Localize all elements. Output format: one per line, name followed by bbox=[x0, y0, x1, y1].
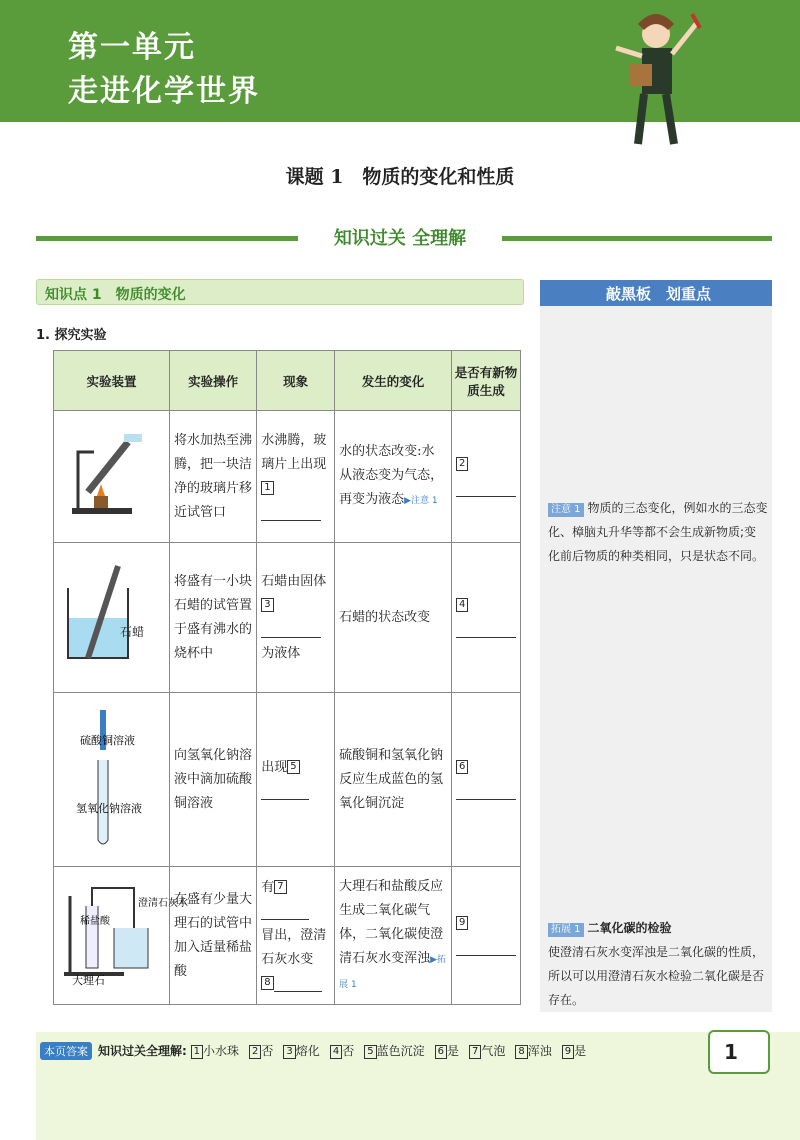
blank-number: 7 bbox=[274, 880, 286, 894]
phenomenon-cell bbox=[257, 867, 335, 1005]
apparatus-cell bbox=[54, 693, 170, 867]
answer-item: 1 小水珠 bbox=[191, 1044, 239, 1058]
phenomenon-cell bbox=[257, 543, 335, 693]
change-cell bbox=[335, 411, 452, 543]
answer-blank[interactable] bbox=[456, 621, 516, 638]
new-substance-cell bbox=[452, 543, 521, 693]
answer-item: 2 否 bbox=[249, 1044, 273, 1058]
paraffin-label: 石蜡 bbox=[120, 625, 145, 639]
operation-cell: 将盛有一小块石蜡的试管置于盛有沸水的烧杯中 bbox=[169, 543, 256, 693]
new-substance-cell bbox=[452, 411, 521, 543]
col-header: 发生的变化 bbox=[335, 351, 452, 411]
answer-blank[interactable] bbox=[274, 975, 322, 992]
col-header: 现象 bbox=[257, 351, 335, 411]
apparatus-cell bbox=[54, 867, 188, 1005]
col-header: 实验操作 bbox=[169, 351, 256, 411]
unit-title: 第一单元 bbox=[68, 30, 196, 65]
note-block bbox=[548, 496, 768, 568]
col-header: 实验装置 bbox=[54, 351, 170, 411]
phenomenon-text: 有 bbox=[261, 879, 275, 895]
blank-number: 2 bbox=[456, 457, 468, 471]
naoh-label: 氢氧化钠溶液 bbox=[76, 802, 142, 815]
extension-block bbox=[548, 916, 768, 1012]
side-panel-header: 敲黑板 划重点 bbox=[540, 280, 772, 306]
answer-blank[interactable] bbox=[261, 621, 321, 638]
girl-illustration bbox=[608, 4, 718, 154]
phenomenon-cell bbox=[257, 411, 335, 543]
marble-label: 大理石 bbox=[72, 974, 105, 987]
answer-item: 9 是 bbox=[562, 1044, 586, 1058]
blank-number: 1 bbox=[261, 481, 273, 495]
lesson-title: 课题 1 物质的变化和性质 bbox=[285, 166, 515, 188]
blank-number: 5 bbox=[287, 760, 299, 774]
divider-left bbox=[36, 236, 298, 241]
change-cell: 石蜡的状态改变 bbox=[335, 543, 452, 693]
answer-blank[interactable] bbox=[261, 783, 309, 800]
answer-item: 3 熔化 bbox=[283, 1044, 319, 1058]
extension-title: 二氧化碳的检验 bbox=[587, 921, 672, 935]
table-header-row bbox=[54, 351, 521, 411]
blank-number: 8 bbox=[261, 976, 273, 990]
answer-blank[interactable] bbox=[456, 480, 516, 497]
answer-blank[interactable] bbox=[456, 939, 516, 956]
beaker-icon bbox=[58, 558, 158, 668]
extension-ref-tag: ▶拓展 1 bbox=[339, 954, 447, 990]
heating-apparatus-icon bbox=[58, 422, 158, 522]
unit-subtitle: 走进化学世界 bbox=[68, 74, 260, 109]
subsection-title: 1. 探究实验 bbox=[36, 328, 107, 343]
side-panel bbox=[540, 300, 772, 1012]
new-substance-cell bbox=[452, 693, 521, 867]
change-cell: 硫酸铜和氢氧化钠反应生成蓝色的氢氧化铜沉淀 bbox=[335, 693, 452, 867]
section-heading: 知识过关 全理解 bbox=[333, 228, 467, 249]
answer-item: 6 是 bbox=[435, 1044, 459, 1058]
dropper-test-tube-icon bbox=[58, 700, 158, 850]
phenomenon-text: 冒出，澄清石灰水变 bbox=[261, 927, 327, 967]
change-text: 大理石和盐酸反应生成二氧化碳气体，二氧化碳使澄清石灰水变浑浊 bbox=[339, 878, 444, 966]
table-row bbox=[54, 543, 521, 693]
note-tag: 注意 1 bbox=[548, 503, 584, 517]
gas-test-apparatus-icon bbox=[58, 876, 188, 987]
new-substance-cell bbox=[452, 867, 521, 1005]
answer-label: 知识过关全理解: bbox=[98, 1044, 187, 1058]
phenomenon-text: 为液体 bbox=[261, 645, 301, 661]
table-row bbox=[54, 693, 521, 867]
operation-cell: 向氢氧化钠溶液中滴加硫酸铜溶液 bbox=[169, 693, 256, 867]
phenomenon-text: 出现 bbox=[261, 759, 288, 775]
experiment-table bbox=[53, 350, 521, 1005]
apparatus-cell bbox=[54, 543, 170, 693]
phenomenon-text: 石蜡由固体 bbox=[261, 573, 327, 589]
answer-line bbox=[40, 1042, 596, 1060]
divider-right bbox=[502, 236, 772, 241]
change-text: 水的状态改变:水从液态变为气态，再变为液态 bbox=[339, 444, 444, 507]
change-cell bbox=[335, 867, 452, 1005]
answer-tag: 本页答案 bbox=[40, 1042, 92, 1060]
note-ref-tag: ▶注意 1 bbox=[404, 496, 438, 506]
extension-text: 使澄清石灰水变浑浊是二氧化碳的性质，所以可以用澄清石灰水检验二氧化碳是否存在。 bbox=[548, 945, 765, 1007]
blank-number: 3 bbox=[261, 598, 273, 612]
extension-tag: 拓展 1 bbox=[548, 923, 584, 937]
answer-blank[interactable] bbox=[456, 783, 516, 800]
apparatus-cell bbox=[54, 411, 170, 543]
acid-label: 稀盐酸 bbox=[80, 916, 110, 927]
knowledge-point-title: 知识点 1 物质的变化 bbox=[36, 279, 524, 305]
table-row bbox=[54, 411, 521, 543]
note-text: 物质的三态变化，例如水的三态变化、樟脑丸升华等都不会生成新物质;变化前后物质的种类相同，只是状态不同。 bbox=[548, 501, 768, 563]
answer-items bbox=[191, 1044, 597, 1058]
col-header: 是否有新物质生成 bbox=[452, 351, 521, 411]
answer-item: 4 否 bbox=[330, 1044, 354, 1058]
table-row bbox=[54, 867, 521, 1005]
operation-cell: 在盛有少量大理石的试管中加入适量稀盐酸 bbox=[169, 867, 256, 1005]
blank-number: 9 bbox=[456, 916, 468, 930]
answer-item: 7 气泡 bbox=[469, 1044, 505, 1058]
operation-cell: 将水加热至沸腾，把一块洁净的玻璃片移近试管口 bbox=[169, 411, 256, 543]
answer-item: 8 浑浊 bbox=[515, 1044, 551, 1058]
answer-blank[interactable] bbox=[261, 504, 321, 521]
blank-number: 6 bbox=[456, 760, 468, 774]
answer-item: 5 蓝色沉淀 bbox=[364, 1044, 424, 1058]
limewater-label: 澄清石灰水 bbox=[138, 898, 188, 909]
phenomenon-text: 水沸腾，玻璃片上出现 bbox=[261, 432, 327, 472]
blank-number: 4 bbox=[456, 598, 468, 612]
phenomenon-cell bbox=[257, 693, 335, 867]
answer-blank[interactable] bbox=[261, 903, 309, 920]
page-number: 1 bbox=[708, 1030, 770, 1074]
copper-sulfate-label: 硫酸铜溶液 bbox=[80, 734, 135, 747]
